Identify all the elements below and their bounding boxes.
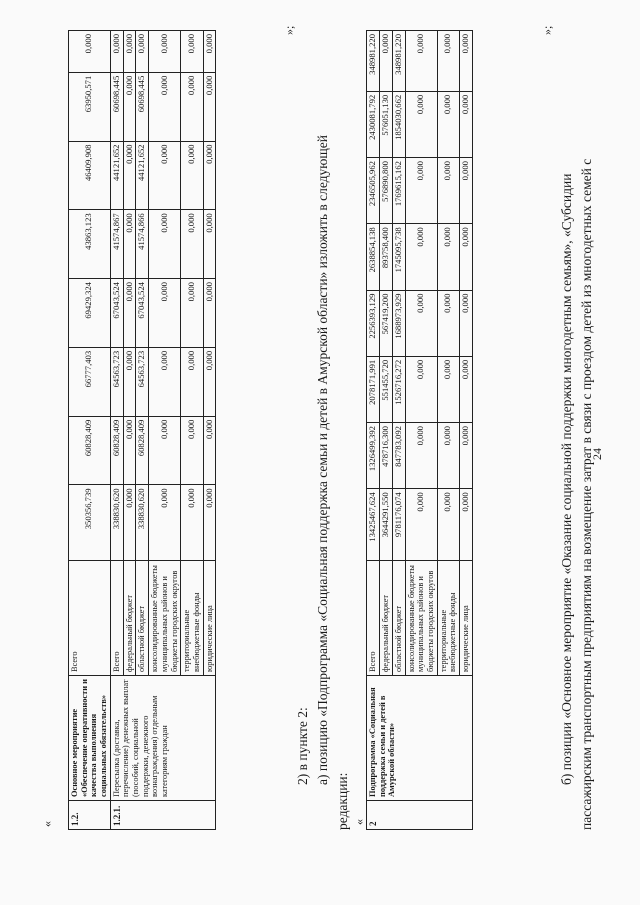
paragraph-a-line1: а) позицию «Подпрограмма «Социальная поддержка семьи и детей в Амурской области» изложить в следующей	[315, 135, 330, 785]
value-cell: 0,000	[437, 158, 459, 224]
value-cell: 0,000	[136, 31, 149, 73]
value-cell: 13425467,624	[367, 489, 380, 561]
row-code: 1.2.	[69, 801, 111, 830]
value-cell: 0,000	[149, 416, 181, 485]
value-cell: 60828,409	[69, 416, 111, 485]
value-cell: 1769615,162	[392, 158, 405, 224]
source-label: консолидированные бюджеты муниципальных районов и бюджеты городских округов	[149, 561, 181, 676]
value-cell: 0,000	[405, 224, 437, 290]
value-cell: 69429,324	[69, 279, 111, 348]
value-cell: 67043,524	[110, 279, 123, 348]
value-cell: 0,000	[405, 489, 437, 561]
budget-table-1	[68, 30, 216, 830]
value-cell: 0,000	[181, 416, 203, 485]
value-cell: 41574,867	[110, 210, 123, 279]
value-cell: 0,000	[405, 158, 437, 224]
source-label: территориальные внебюджетные фонды	[437, 561, 459, 676]
value-cell: 0,000	[181, 279, 203, 348]
value-cell: 0,000	[459, 91, 472, 157]
value-cell: 0,000	[459, 489, 472, 561]
value-cell: 0,000	[149, 141, 181, 210]
value-cell: 0,000	[405, 91, 437, 157]
value-cell: 0,000	[181, 72, 203, 141]
value-cell: 0,000	[181, 31, 203, 73]
paragraph-a-line2: редакции:	[335, 772, 350, 830]
row-code: 2	[367, 801, 473, 830]
value-cell: 60828,409	[110, 416, 123, 485]
source-label: консолидированные бюджеты муниципальных районов и бюджеты городских округов	[405, 561, 437, 676]
value-cell: 0,000	[123, 31, 136, 73]
value-cell: 0,000	[203, 72, 216, 141]
value-cell: 67043,524	[136, 279, 149, 348]
value-cell: 567419,200	[379, 290, 392, 356]
budget-table-2	[366, 30, 473, 830]
value-cell: 64563,723	[136, 347, 149, 416]
value-cell: 1526716,272	[392, 356, 405, 422]
value-cell: 847783,092	[392, 423, 405, 489]
value-cell: 0,000	[437, 91, 459, 157]
source-label: Всего	[367, 561, 380, 676]
value-cell: 0,000	[437, 31, 459, 92]
paragraph-b-line1: б) позиции «Основное мероприятие «Оказание социальной поддержки многодетным семьям», «Субсидии	[559, 173, 574, 785]
source-label: юридические лица	[203, 561, 216, 676]
value-cell: 0,000	[203, 210, 216, 279]
value-cell: 576051,130	[379, 91, 392, 157]
value-cell: 0,000	[459, 423, 472, 489]
value-cell: 64563,723	[110, 347, 123, 416]
row-name: Пересылка (доставка, перечисление) денежных выплат (пособий, социальной поддержки, денежного вознаграждения) отдельным категориям граждан	[110, 676, 216, 801]
value-cell: 43863,123	[69, 210, 111, 279]
value-cell: 350356,739	[69, 485, 111, 561]
value-cell: 0,000	[437, 423, 459, 489]
value-cell: 0,000	[149, 279, 181, 348]
value-cell: 0,000	[149, 347, 181, 416]
source-label: территориальные внебюджетные фонды	[181, 561, 203, 676]
row-code: 1.2.1.	[110, 801, 216, 830]
value-cell: 0,000	[203, 416, 216, 485]
value-cell: 0,000	[149, 485, 181, 561]
value-cell: 44121,652	[110, 141, 123, 210]
value-cell: 338830,620	[136, 485, 149, 561]
value-cell: 0,000	[181, 141, 203, 210]
value-cell: 60698,445	[110, 72, 123, 141]
value-cell: 0,000	[69, 31, 111, 73]
value-cell: 60698,445	[136, 72, 149, 141]
value-cell: 0,000	[437, 290, 459, 356]
value-cell: 44121,652	[136, 141, 149, 210]
value-cell: 0,000	[459, 290, 472, 356]
value-cell: 0,000	[405, 290, 437, 356]
table-row	[367, 31, 380, 830]
value-cell: 0,000	[123, 72, 136, 141]
value-cell: 348981,220	[367, 31, 380, 92]
value-cell: 1854030,662	[392, 91, 405, 157]
value-cell: 41574,866	[136, 210, 149, 279]
value-cell: 0,000	[203, 485, 216, 561]
paragraph-b-line2: пассажирским транспортным предприятиям на возмещение затрат в связи с проездом детей из многодетных семей с	[579, 158, 594, 830]
value-cell: 2430081,792	[367, 91, 380, 157]
value-cell: 0,000	[123, 210, 136, 279]
value-cell: 60828,409	[136, 416, 149, 485]
value-cell: 0,000	[123, 141, 136, 210]
value-cell: 576890,800	[379, 158, 392, 224]
value-cell: 9781176,074	[392, 489, 405, 561]
value-cell: 0,000	[203, 141, 216, 210]
value-cell: 0,000	[110, 31, 123, 73]
value-cell: 3644291,550	[379, 489, 392, 561]
table-row	[69, 31, 111, 830]
source-label: федеральный бюджет	[379, 561, 392, 676]
source-label: юридические лица	[459, 561, 472, 676]
value-cell: 0,000	[181, 485, 203, 561]
value-cell: 1326499,392	[367, 423, 380, 489]
value-cell: 0,000	[149, 31, 181, 73]
value-cell: 66777,403	[69, 347, 111, 416]
value-cell: 0,000	[181, 347, 203, 416]
value-cell: 2078171,991	[367, 356, 380, 422]
value-cell: 1688973,929	[392, 290, 405, 356]
value-cell: 0,000	[459, 31, 472, 92]
value-cell: 1745095,738	[392, 224, 405, 290]
value-cell: 0,000	[203, 347, 216, 416]
table-row	[110, 31, 123, 830]
close-quote-1: »;	[282, 25, 296, 35]
page-number: 24	[590, 448, 604, 460]
value-cell: 0,000	[459, 356, 472, 422]
value-cell: 0,000	[203, 279, 216, 348]
value-cell: 0,000	[123, 279, 136, 348]
value-cell: 0,000	[405, 31, 437, 92]
value-cell: 0,000	[405, 423, 437, 489]
row-name: Основное мероприятие «Обеспечение оперативности и качества выполнения социальных обязательств»	[69, 676, 111, 801]
source-label: федеральный бюджет	[123, 561, 136, 676]
source-label: областной бюджет	[392, 561, 405, 676]
value-cell: 2638854,138	[367, 224, 380, 290]
value-cell: 2346505,962	[367, 158, 380, 224]
value-cell: 0,000	[437, 356, 459, 422]
value-cell: 0,000	[123, 416, 136, 485]
source-label: Всего	[110, 561, 123, 676]
value-cell: 0,000	[459, 224, 472, 290]
value-cell: 478716,300	[379, 423, 392, 489]
value-cell: 551455,720	[379, 356, 392, 422]
source-label: Всего	[69, 561, 111, 676]
paragraph-point-2: 2) в пункте 2:	[295, 707, 310, 785]
value-cell: 2256393,129	[367, 290, 380, 356]
row-name: Подпрограмма «Социальная поддержка семьи и детей в Амурской области»	[367, 676, 473, 801]
value-cell: 348981,220	[392, 31, 405, 92]
value-cell: 0,000	[405, 356, 437, 422]
value-cell: 0,000	[379, 31, 392, 92]
value-cell: 0,000	[149, 210, 181, 279]
value-cell: 0,000	[203, 31, 216, 73]
value-cell: 46409,908	[69, 141, 111, 210]
value-cell: 0,000	[437, 224, 459, 290]
value-cell: 893758,400	[379, 224, 392, 290]
source-label: областной бюджет	[136, 561, 149, 676]
value-cell: 0,000	[149, 72, 181, 141]
value-cell: 0,000	[123, 485, 136, 561]
close-quote-2: »;	[540, 25, 554, 35]
value-cell: 0,000	[459, 158, 472, 224]
value-cell: 63950,571	[69, 72, 111, 141]
value-cell: 0,000	[123, 347, 136, 416]
open-quote: «	[40, 821, 54, 827]
value-cell: 0,000	[437, 489, 459, 561]
value-cell: 338830,620	[110, 485, 123, 561]
value-cell: 0,000	[181, 210, 203, 279]
open-quote-2: «	[352, 819, 366, 825]
